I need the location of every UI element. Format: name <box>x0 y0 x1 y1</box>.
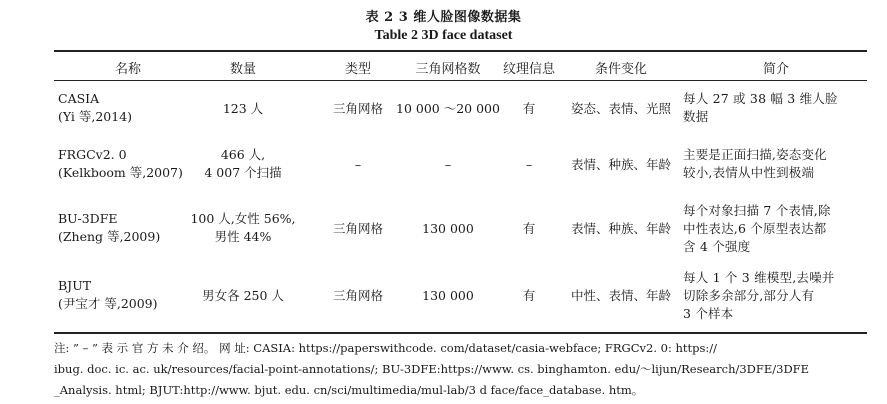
dataset-triangles: 130 000 <box>422 288 474 303</box>
bottom-rule <box>54 332 867 334</box>
dataset-count: 100 人,女性 56%, <box>190 211 296 226</box>
dataset-reference: (Kelkboom 等,2007) <box>58 165 183 180</box>
note-line: _Analysis. html; BJUT:http://www. bjut. edu. cn/sci/multimedia/mul-lab/3 d face/face_database. htm。 <box>54 383 644 397</box>
dataset-type: 三角网格 <box>332 288 383 303</box>
dataset-texture: 有 <box>522 221 536 236</box>
dataset-texture: – <box>525 157 533 172</box>
header-conditions: 条件变化 <box>594 62 647 77</box>
dataset-count: 4 007 个扫描 <box>204 165 282 180</box>
dataset-intro-line: 主要是正面扫描,姿态变化 <box>683 147 827 162</box>
dataset-intro-line: 较小,表情从中性到极端 <box>683 165 815 180</box>
dataset-intro-line: 切除多余部分,部分人有 <box>683 288 815 303</box>
dataset-intro-line: 含 4 个强度 <box>683 239 751 254</box>
dataset-count: 466 人, <box>220 147 266 162</box>
dataset-conditions: 姿态、表情、光照 <box>570 101 671 116</box>
top-rule <box>54 50 867 52</box>
dataset-intro-line: 每人 1 个 3 维模型,去噪并 <box>683 270 835 285</box>
dataset-name: FRGCv2. 0 <box>58 147 127 162</box>
dataset-intro-line: 3 个样本 <box>683 306 734 321</box>
header-count: 数量 <box>229 62 256 77</box>
dataset-reference: (尹宝才 等,2009) <box>58 296 158 311</box>
dataset-intro-line: 每人 27 或 38 幅 3 维人脸 <box>683 91 838 106</box>
dataset-count: 男女各 250 人 <box>202 288 284 303</box>
dataset-type: – <box>354 157 362 172</box>
dataset-triangles: 130 000 <box>422 221 474 236</box>
dataset-count: 男性 44% <box>214 229 272 244</box>
dataset-name: CASIA <box>58 91 100 106</box>
table-title-english: Table 2 3D face dataset <box>374 28 513 43</box>
header-name: 名称 <box>114 62 141 77</box>
dataset-conditions: 表情、种族、年龄 <box>570 157 671 172</box>
dataset-conditions: 表情、种族、年龄 <box>570 221 671 236</box>
dataset-intro-line: 每个对象扫描 7 个表情,除 <box>683 203 831 218</box>
table-note <box>54 338 874 401</box>
dataset-triangles: 10 000 ～20 000 <box>396 101 500 116</box>
header-triangles: 三角网格数 <box>415 62 481 77</box>
dataset-count: 123 人 <box>222 101 264 116</box>
dataset-texture: 有 <box>522 288 536 303</box>
dataset-reference: (Yi 等,2014) <box>58 109 133 124</box>
dataset-triangles: – <box>444 157 452 172</box>
dataset-intro-line: 中性表达,6 个原型表达都 <box>683 221 827 236</box>
note-line: ibug. doc. ic. ac. uk/resources/facial-point-annotations/; BU-3DFE:https://www. cs. binghamton. edu/～lijun/Research/3DFE/3DFE <box>54 362 810 376</box>
dataset-name: BJUT <box>58 278 92 293</box>
dataset-intro-line: 数据 <box>683 109 709 124</box>
dataset-type: 三角网格 <box>332 101 383 116</box>
header-texture: 纹理信息 <box>502 62 555 77</box>
note-line: 注: ” – ” 表 示 官 方 未 介 绍。 网 址: CASIA: https://paperswithcode. com/dataset/casia-webface; FRGCv2. 0: https:// <box>54 341 718 355</box>
table-title-chinese: 表 2 3 维人脸图像数据集 <box>365 10 522 25</box>
dataset-texture: 有 <box>522 101 536 116</box>
dataset-name: BU-3DFE <box>58 211 118 226</box>
dataset-type: 三角网格 <box>332 221 383 236</box>
header-intro: 简介 <box>762 62 789 77</box>
dataset-reference: (Zheng 等,2009) <box>58 229 161 244</box>
dataset-conditions: 中性、表情、年龄 <box>570 288 671 303</box>
header-rule <box>54 80 867 81</box>
header-type: 类型 <box>344 62 371 77</box>
